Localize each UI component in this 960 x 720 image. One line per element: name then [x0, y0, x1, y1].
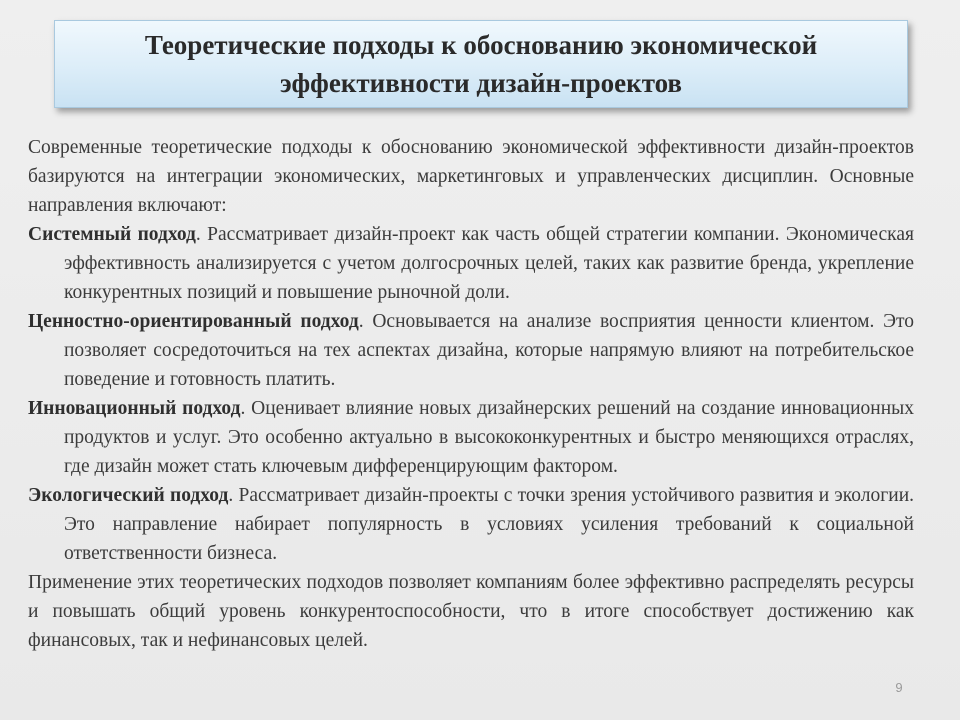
approach-description: . Рассматривает дизайн-проекты с точки зрения устойчивого развития и экологии. Это направление набирает популярность в условиях усиления требований к социальной ответственности бизнеса.	[64, 485, 915, 564]
approach-innovative	[28, 394, 914, 481]
intro-paragraph: Современные теоретические подходы к обоснованию экономической эффективности дизайн-проектов базируются на интеграции экономических, маркетинговых и управленческих дисциплин. Основные направления включают:	[28, 137, 914, 216]
conclusion-paragraph: Применение этих теоретических подходов позволяет компаниям более эффективно распределять ресурсы и повышать общий уровень конкурентоспособности, что в итоге способствует достижению как финансовых, так и нефинансовых целей.	[28, 572, 914, 651]
approach-name: Ценностно-ориентированный подход	[28, 311, 359, 332]
approach-name: Экологический подход	[28, 485, 229, 506]
title-box	[54, 20, 908, 108]
slide-number: 9	[895, 680, 903, 695]
approach-description: . Рассматривает дизайн-проект как часть общей стратегии компании. Экономическая эффективность анализируется с учетом долгосрочных целей, таких как развитие бренда, укрепление конкурентных позиций и повышение рыночной доли.	[64, 224, 914, 303]
slide-title-line-1: Теоретические подходы к обоснованию экономической	[144, 30, 818, 60]
approach-systemic	[28, 220, 914, 307]
approach-value-oriented	[28, 307, 914, 394]
approach-description: . Основывается на анализе восприятия ценности клиентом. Это позволяет сосредоточиться на тех аспектах дизайна, которые напрямую влияют на потребительское поведение и готовность платить.	[64, 311, 914, 390]
approach-description: . Оценивает влияние новых дизайнерских решений на создание инновационных продуктов и услуг. Это особенно актуально в высококонкурентных и быстро меняющихся отраслях, где дизайн может стать ключевым дифференцирующим фактором.	[64, 398, 915, 477]
approach-ecological	[28, 481, 914, 568]
slide-body	[28, 133, 914, 655]
slide-title-line-2: эффективности дизайн-проектов	[279, 68, 683, 98]
approach-name: Системный подход	[28, 224, 196, 245]
approach-name: Инновационный подход	[28, 398, 241, 419]
